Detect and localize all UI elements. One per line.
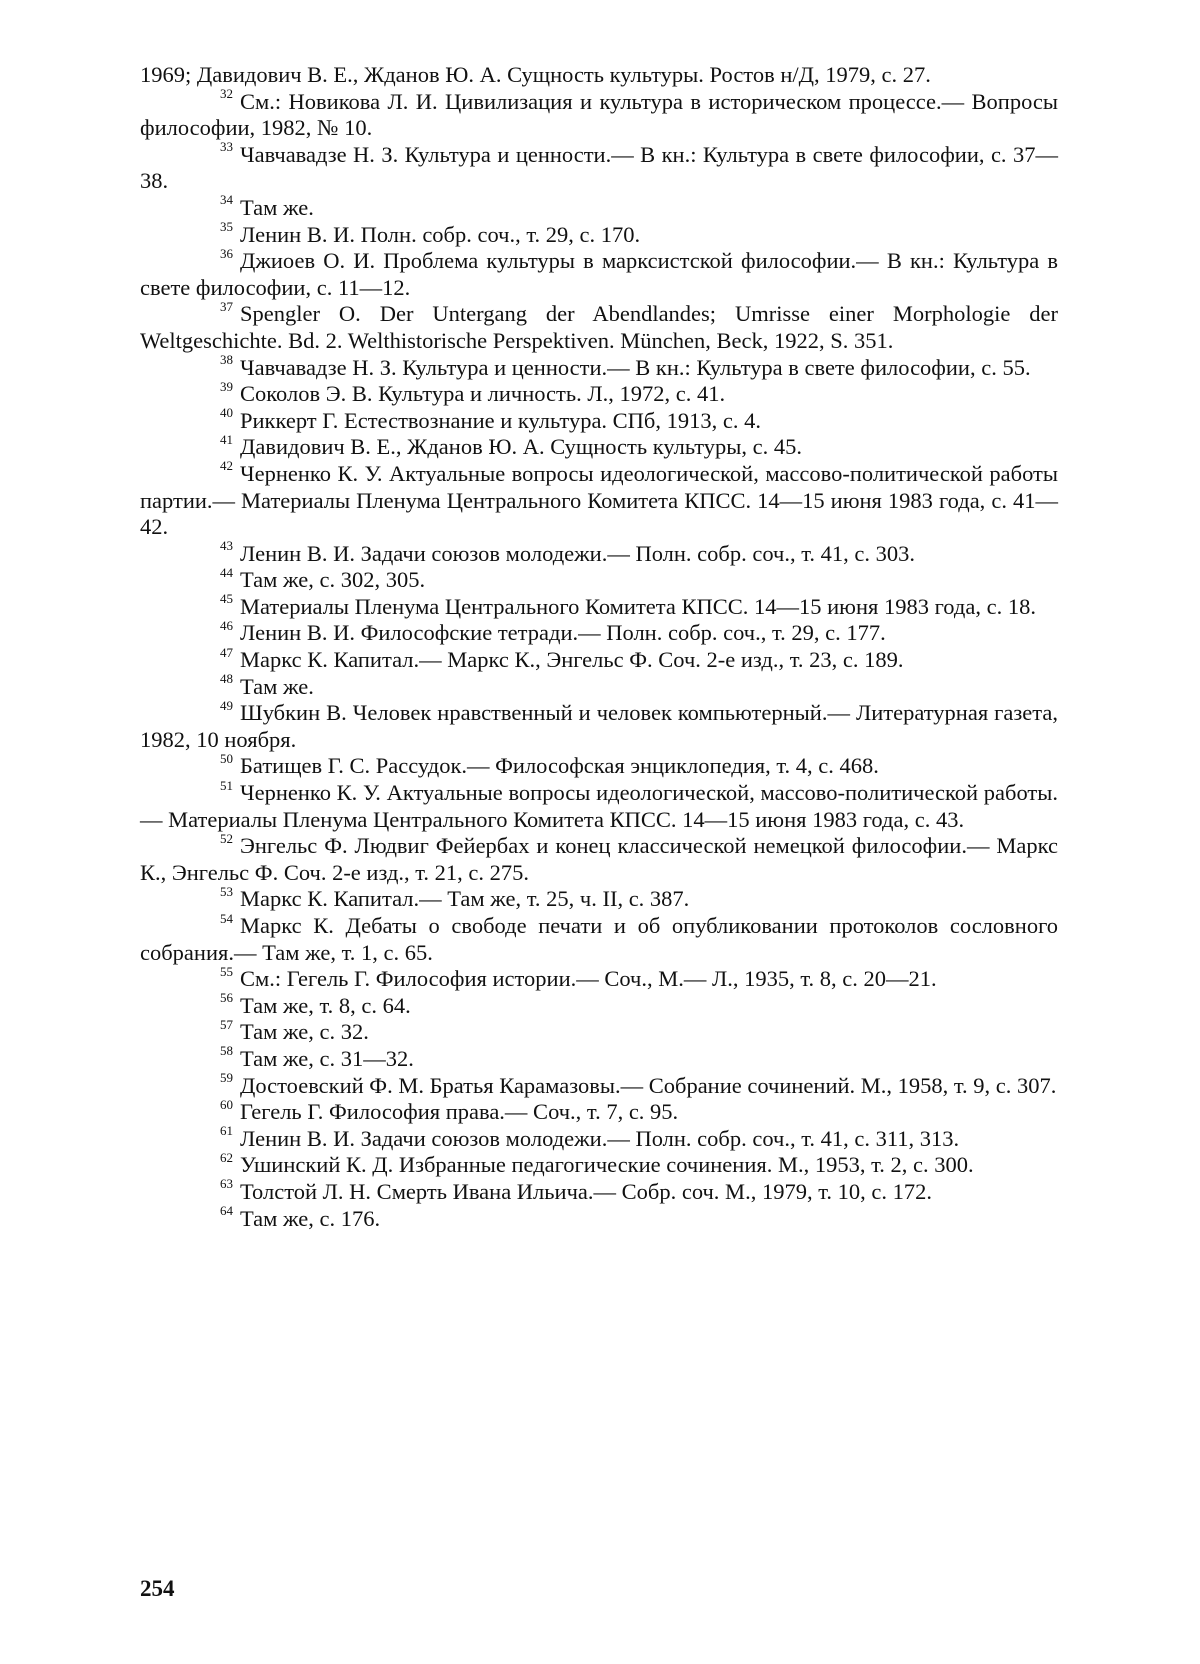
footnote	[140, 245, 1058, 301]
footnote-number: 61	[220, 1123, 233, 1139]
footnote-text: Там же, с. 302, 305.	[240, 567, 426, 593]
footnote-list	[140, 86, 1058, 1233]
footnote-number: 44	[220, 564, 233, 580]
footnote-number: 50	[220, 750, 233, 766]
footnote-text: Шубкин В. Человек нравственный и человек компьютерный.— Литературная газета, 1982, 10 ноября.	[140, 700, 1058, 752]
footnote-text: Там же.	[240, 673, 314, 699]
footnote-text: Ленин В. И. Философские тетради.— Полн. собр. соч., т. 29, с. 177.	[240, 620, 886, 646]
footnote-text: Маркс К. Капитал.— Маркс К., Энгельс Ф. Соч. 2-е изд., т. 23, с. 189.	[240, 647, 904, 673]
footnote-text: Ленин В. И. Задачи союзов молодежи.— Полн. собр. соч., т. 41, с. 303.	[240, 540, 915, 566]
footnote-number: 45	[220, 591, 233, 607]
footnote	[140, 910, 1058, 966]
footnote-text: Чавчавадзе Н. З. Культура и ценности.— В кн.: Культура в свете философии, с. 55.	[240, 354, 1031, 380]
footnote-number: 64	[220, 1203, 233, 1219]
footnote-text: Энгельс Ф. Людвиг Фейербах и конец классической немецкой философии.— Маркс К., Энгельс Ф. Соч. 2-е изд., т. 21, с. 275.	[140, 833, 1058, 885]
footnote	[140, 671, 1058, 701]
footnote-number: 54	[220, 910, 233, 926]
footnote-number: 36	[220, 245, 233, 261]
footnote-text: Джиоев О. И. Проблема культуры в марксистской философии.— В кн.: Культура в свете философии, с. 11—12.	[140, 248, 1058, 300]
footnote	[140, 777, 1058, 833]
footnote	[140, 86, 1058, 142]
footnote	[140, 352, 1058, 382]
footnote-number: 41	[220, 431, 233, 447]
page-number: 254	[140, 1576, 175, 1601]
footnote-text: Батищев Г. С. Рассудок.— Философская энциклопедия, т. 4, с. 468.	[240, 753, 879, 779]
footnote-text: Черненко К. У. Актуальные вопросы идеологической, массово-политической работы.— Материалы Пленума Центрального Комитета КПСС. 14—15 июня 1983 года, с. 43.	[140, 780, 1058, 832]
footnote-text: См.: Новикова Л. И. Цивилизация и культура в историческом процессе.— Вопросы философии, 1982, № 10.	[140, 88, 1058, 141]
footnote-number: 43	[220, 538, 233, 554]
footnote-number: 62	[220, 1149, 233, 1165]
footnote-text: Достоевский Ф. М. Братья Карамазовы.— Собрание сочинений. М., 1958, т. 9, с. 307.	[240, 1072, 1057, 1098]
footnote-number: 57	[220, 1016, 233, 1032]
footnote	[140, 990, 1058, 1020]
footnote	[140, 139, 1058, 195]
footnote-number: 59	[220, 1070, 233, 1086]
footnote-text: Spengler O. Der Untergang der Abendlandes; Umrisse einer Morphologie der Weltgeschichte. Bd. 2. Welthistorische Perspektiven. München, Beck, 1922, S. 351.	[140, 301, 1058, 353]
footnote	[140, 458, 1058, 541]
footnote-number: 39	[220, 378, 233, 394]
footnote	[140, 538, 1058, 568]
footnote-number: 32	[220, 86, 233, 102]
footnote-text: Там же, с. 176.	[240, 1205, 381, 1231]
footnote-number: 63	[220, 1176, 233, 1192]
footnote-text: Там же, с. 32.	[240, 1019, 369, 1045]
footnote	[140, 219, 1058, 249]
footnote	[140, 644, 1058, 674]
footnote	[140, 192, 1058, 222]
footnote	[140, 405, 1058, 435]
intro-line: 1969; Давидович В. Е., Жданов Ю. А. Сущность культуры. Ростов н/Д, 1979, с. 27.	[140, 62, 931, 87]
footnote-text: Там же.	[240, 194, 314, 220]
footnote-number: 53	[220, 883, 233, 899]
footnote-number: 48	[220, 671, 233, 687]
footnote-number: 52	[220, 830, 233, 846]
footnote	[140, 298, 1058, 354]
footnote-text: Ленин В. И. Полн. собр. соч., т. 29, с. 170.	[240, 221, 641, 247]
footnote	[140, 1176, 1058, 1206]
footnote-number: 40	[220, 405, 233, 421]
footnote-number: 34	[220, 192, 233, 208]
footnote-text: См.: Гегель Г. Философия истории.— Соч., М.— Л., 1935, т. 8, с. 20—21.	[240, 966, 937, 992]
footnote-number: 56	[220, 990, 233, 1006]
footnote	[140, 1203, 1058, 1233]
footnote	[140, 1016, 1058, 1046]
footnote-text: Чавчавадзе Н. З. Культура и ценности.— В кн.: Культура в свете философии, с. 37—38.	[140, 141, 1058, 194]
footnote-text: Там же, с. 31—32.	[240, 1045, 414, 1071]
footnote	[140, 617, 1058, 647]
footnote-text: Риккерт Г. Естествознание и культура. СПб, 1913, с. 4.	[240, 407, 761, 433]
footnote-number: 46	[220, 617, 233, 633]
footnote-text: Толстой Л. Н. Смерть Ивана Ильича.— Собр. соч. М., 1979, т. 10, с. 172.	[240, 1178, 932, 1204]
footnote-number: 38	[220, 352, 233, 368]
footnote	[140, 750, 1058, 780]
footnote	[140, 1149, 1058, 1179]
footnote	[140, 378, 1058, 408]
footnote-text: Маркс К. Дебаты о свободе печати и об опубликовании протоколов сословного собрания.— Там же, т. 1, с. 65.	[140, 913, 1058, 965]
footnote-text: Ленин В. И. Задачи союзов молодежи.— Полн. собр. соч., т. 41, с. 311, 313.	[240, 1125, 960, 1151]
footnote-text: Черненко К. У. Актуальные вопросы идеологической, массово-политической работы партии.— Материалы Пленума Центрального Комитета КПСС. 14—15 июня 1983 года, с. 41—42.	[140, 460, 1058, 540]
footnote-text: Там же, т. 8, с. 64.	[240, 992, 411, 1018]
footnote	[140, 1123, 1058, 1153]
footnote-number: 33	[220, 139, 233, 155]
footnote-number: 49	[220, 697, 233, 713]
footnote	[140, 591, 1058, 621]
footnote-number: 37	[220, 298, 233, 314]
footnote-text: Соколов Э. В. Культура и личность. Л., 1972, с. 41.	[240, 381, 726, 407]
footnote	[140, 564, 1058, 594]
footnote-number: 55	[220, 963, 233, 979]
footnote	[140, 830, 1058, 886]
footnote-number: 51	[220, 777, 233, 793]
footnote	[140, 883, 1058, 913]
footnote-number: 58	[220, 1043, 233, 1059]
footnote-text: Давидович В. Е., Жданов Ю. А. Сущность культуры, с. 45.	[240, 434, 803, 460]
footnotes-block	[140, 62, 1058, 1232]
footnote-text: Материалы Пленума Центрального Комитета КПСС. 14—15 июня 1983 года, с. 18.	[240, 593, 1036, 619]
footnote-text: Ушинский К. Д. Избранные педагогические сочинения. М., 1953, т. 2, с. 300.	[240, 1152, 974, 1178]
footnote-text: Маркс К. Капитал.— Там же, т. 25, ч. II, с. 387.	[240, 886, 690, 912]
footnote	[140, 1096, 1058, 1126]
footnote	[140, 1070, 1058, 1100]
footnote	[140, 697, 1058, 753]
footnote-number: 42	[220, 458, 233, 474]
footnote-number: 60	[220, 1096, 233, 1112]
footnote-text: Гегель Г. Философия права.— Соч., т. 7, с. 95.	[240, 1099, 679, 1125]
footnote	[140, 431, 1058, 461]
footnote	[140, 1043, 1058, 1073]
footnote	[140, 963, 1058, 993]
footnote-number: 47	[220, 644, 233, 660]
footnote-number: 35	[220, 219, 233, 235]
